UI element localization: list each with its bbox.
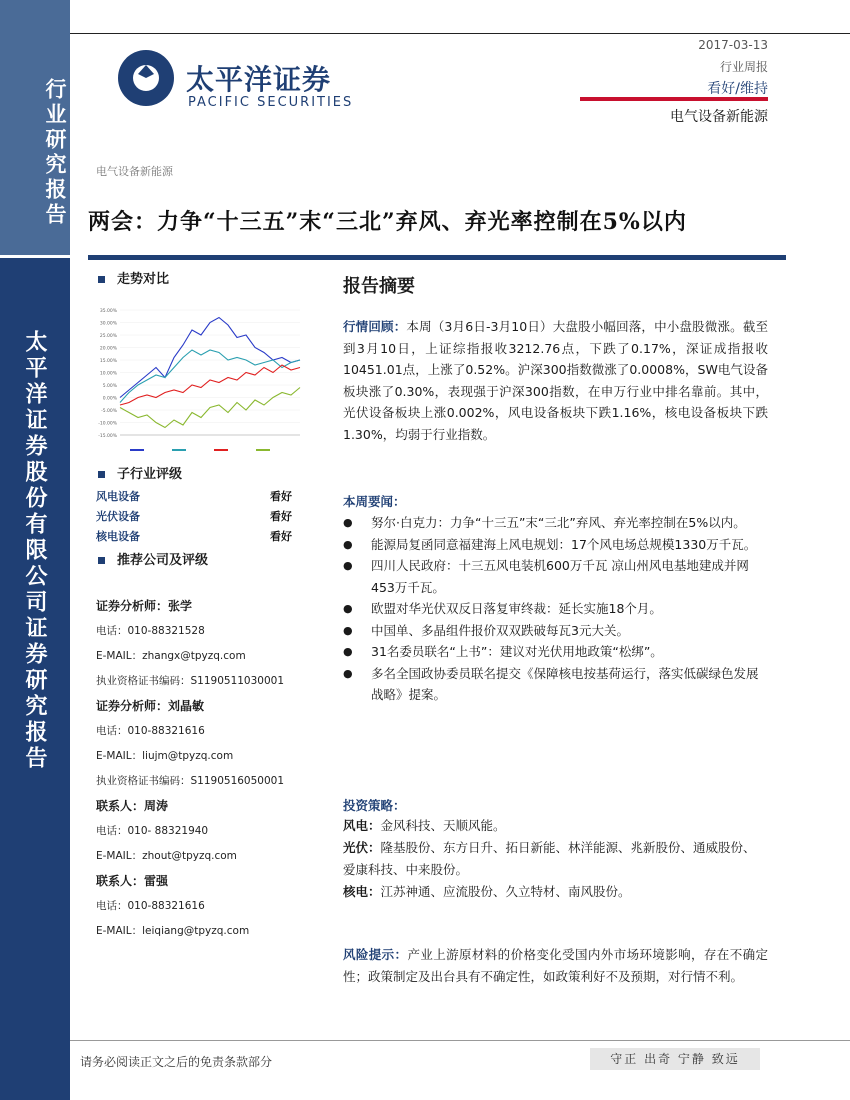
footer-motto: 守正 出奇 宁静 致远 (590, 1048, 760, 1070)
y-tick-label: 30.00% (99, 321, 117, 327)
sidebar-category: 行业研究报告 (43, 78, 68, 228)
analyst-cert: 执业资格证书编码：S1190511030001 (96, 675, 285, 687)
report-sector: 电气设备新能源 (670, 109, 768, 125)
news-item: ● 多名全国政协委员联名提交《保障核电按基荷运行，落实低碳绿色发展战略》提案。 (343, 663, 768, 706)
sub-industry-heading: 子行业评级 (98, 463, 182, 482)
page-title: 两会：力争“十三五”末“三北”弃风、弃光率控制在5%以内 (88, 209, 687, 235)
trend-heading: 走势对比 (98, 268, 169, 287)
y-tick-label: -15.00% (98, 434, 117, 439)
news-item: ● 欧盟对华光伏双反日落复审终裁：延长实施18个月。 (343, 598, 768, 620)
footer-disclaimer: 请务必阅读正文之后的免责条款部分 (80, 1055, 273, 1069)
y-tick-label: 25.00% (99, 334, 117, 339)
title-rule (88, 255, 786, 260)
news-item: ● 中国单、多晶组件报价双双跌破每瓦3元大关。 (343, 620, 768, 642)
breadcrumb: 电气设备新能源 (96, 165, 173, 178)
news-list (343, 512, 768, 706)
contact-phone: 电话：010- 88321940 (96, 825, 209, 837)
trend-chart (88, 290, 306, 460)
logo-text-en: PACIFIC SECURITIES (188, 95, 354, 110)
analyst-phone: 电话：010-88321528 (96, 625, 205, 637)
y-tick-label: 5.00% (102, 384, 117, 389)
market-review: 行情回顾：本周（3月6日-3月10日）大盘股小幅回落，中小盘股微涨。截至到3月10日，上证综指报收3212.76点，下跌了0.17%，深证成指报收10451.01点，上涨了0.52%。沪深300指数微涨了0.0008%，SW电气设备板块涨了0.30%，表现强于沪深300指数，在申万行业中排名靠前。其中，光伏设备板块上涨0.002%，风电设备板块下跌1.16%，核电设备板块下跌1.30%，均弱于行业指数。 (343, 319, 768, 442)
news-heading: 本周要闻： (343, 494, 406, 509)
risk-warning: 风险提示：产业上游原材料的价格变化受国内外市场环境影响，存在不确定性；政策制定及出台具有不确定性，如政策利好不及预期，对行情不利。 (343, 947, 768, 984)
report-date: 2017-03-13 (698, 38, 768, 52)
square-bullet-icon (98, 471, 105, 478)
company-logo-icon (88, 18, 183, 138)
square-bullet-icon (98, 276, 105, 283)
news-item: ● 31名委员联名“上书”：建议对光伏用地政策“松绑”。 (343, 641, 768, 663)
strategy-item: 风电：金风科技、天顺风能。 (343, 818, 506, 833)
strategy-item: 核电：江苏神通、应流股份、久立特材、南风股份。 (343, 884, 631, 899)
y-tick-label: -10.00% (98, 421, 117, 427)
y-tick-label: -5.00% (101, 409, 117, 414)
recommend-heading: 推荐公司及评级 (98, 549, 208, 568)
y-tick-label: 35.00% (99, 309, 117, 314)
contact-phone: 电话：010-88321616 (96, 900, 205, 912)
analyst-name: 证券分析师：张学 (96, 599, 193, 613)
top-rule (70, 33, 850, 34)
strategy-block (343, 815, 768, 903)
analyst-name: 证券分析师：刘晶敏 (96, 699, 205, 713)
footer-rule (70, 1040, 850, 1041)
analyst-email[interactable]: E-MAIL：zhangx@tpyzq.com (96, 650, 246, 662)
strategy-heading: 投资策略： (343, 798, 406, 813)
news-item: ● 能源局复函同意福建海上风电规划：17个风电场总规模1330万千瓦。 (343, 534, 768, 556)
rating-row: 光伏设备 看好 (96, 510, 292, 523)
news-item: ● 四川人民政府：十三五风电装机600万千瓦 凉山州风电基地建成并网453万千瓦。 (343, 555, 768, 598)
y-tick-label: 15.00% (99, 359, 117, 364)
contact-name: 联系人：周涛 (96, 799, 169, 813)
header-red-bar (580, 97, 768, 101)
logo-text-cn: 太平洋证券 (186, 63, 332, 96)
square-bullet-icon (98, 557, 105, 564)
analyst-phone: 电话：010-88321616 (96, 725, 205, 737)
contact-name: 联系人：雷强 (96, 874, 169, 888)
news-item: ● 努尔·白克力：力争“十三五”末“三北”弃风、弃光率控制在5%以内。 (343, 512, 768, 534)
analyst-cert: 执业资格证书编码：S1190516050001 (96, 775, 285, 787)
y-tick-label: 20.00% (99, 346, 117, 352)
strategy-item: 光伏：隆基股份、东方日升、拓日新能、林洋能源、兆新股份、通威股份、爱康科技、中来股份。 (343, 840, 756, 877)
sidebar-company: 太平洋证券股份有限公司证券研究报告 (22, 330, 48, 772)
report-type: 行业周报 (719, 60, 768, 74)
rating-row: 核电设备 看好 (96, 530, 292, 543)
analyst-email[interactable]: E-MAIL：liujm@tpyzq.com (96, 750, 234, 762)
summary-title: 报告摘要 (343, 276, 415, 297)
series-line-olive (120, 388, 300, 428)
contact-email[interactable]: E-MAIL：leiqiang@tpyzq.com (96, 925, 250, 937)
series-line-blue (120, 318, 300, 398)
y-tick-label: 10.00% (99, 371, 117, 377)
y-tick-label: 0.00% (102, 396, 117, 402)
report-rating: 看好/维持 (707, 81, 768, 97)
contact-email[interactable]: E-MAIL：zhout@tpyzq.com (96, 850, 237, 862)
rating-row: 风电设备 看好 (96, 490, 292, 503)
